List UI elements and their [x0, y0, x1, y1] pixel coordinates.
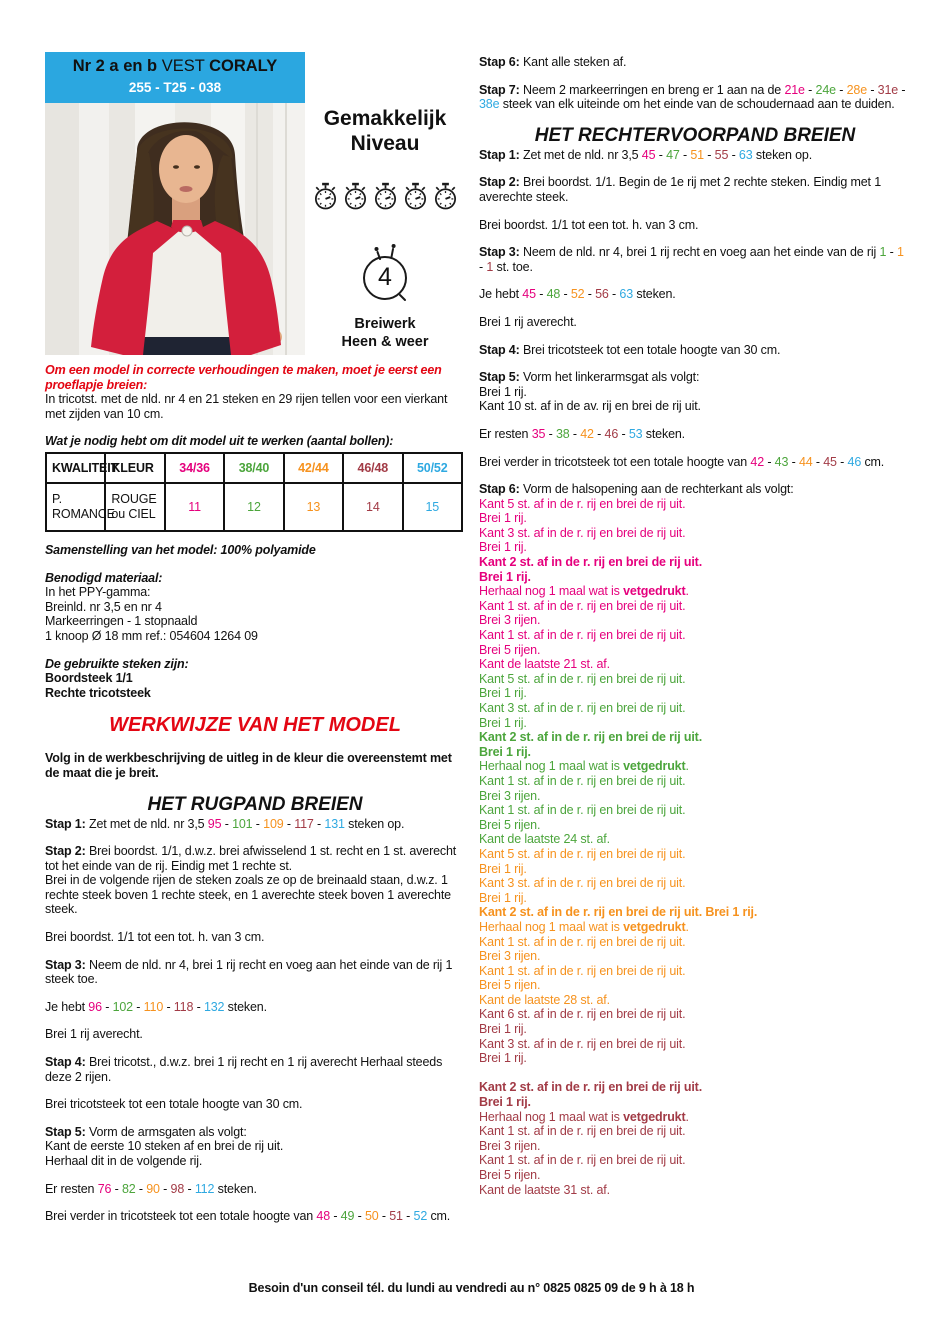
neck-line-38-40: Brei 1 rij. — [479, 744, 531, 759]
neck-line-42-44: Kant 3 st. af in de r. rij en brei de rij uit. — [479, 876, 686, 891]
left-column — [45, 52, 465, 1237]
neck-line-46-48: Brei 5 rijen. — [479, 1168, 541, 1182]
neck-line-42-44: Kant 2 st. af in de r. rij en brei de rij uit. Brei 1 rij. — [479, 905, 758, 920]
table-cell: 14 — [343, 483, 402, 531]
neck-line-46-48: Kant 1 st. af in de r. rij en brei de rij uit. — [479, 1153, 686, 1168]
neck-line-46-48: Brei 3 rijen. — [479, 1138, 541, 1153]
neck-line-42-44: Brei 5 rijen. — [479, 978, 541, 993]
back-title: HET RUGPAND BREIEN — [147, 793, 363, 815]
pattern-title-row — [45, 52, 305, 74]
table-col-46-48: 46/48 — [343, 453, 402, 483]
back-final-height: Brei verder in tricotsteek tot een totale hoogte van 48 - 49 - 50 - 51 - 52 cm. — [45, 1209, 451, 1224]
back-step-3: Stap 3: Neem de nld. nr 4, brei 1 rij recht en voeg aan het einde van de rij 1 steek toe. — [45, 957, 453, 987]
rf-step-2: Stap 2: Brei boordst. 1/1. Begin de 1e rij met 2 rechte steken. Eindig met 1 averechte steek. — [479, 175, 882, 204]
button — [182, 226, 192, 236]
rf-step-6: Stap 6: Vorm de halsopening aan de rechterkant als volgt: — [479, 482, 794, 497]
stitches-used: De gebruikte steken zijn: Boordsteek 1/1 Rechte tricotsteek — [45, 656, 189, 700]
stopwatch-icon — [342, 182, 369, 211]
jeans — [135, 337, 239, 355]
neck-line-42-44: Herhaal nog 1 maal wat is vetgedrukt. — [479, 919, 689, 934]
neck-line-42-44: Brei 1 rij. — [479, 861, 527, 876]
neck-line-42-44: Kant 1 st. af in de r. rij en brei de rij uit. — [479, 934, 686, 949]
neck-line-38-40: Herhaal nog 1 maal wat is vetgedrukt. — [479, 759, 689, 774]
neck-line-46-48: Kant 2 st. af in de r. rij en brei de rij uit. — [479, 1080, 703, 1095]
neck-line-34-36: Brei 1 rij. — [479, 511, 527, 526]
neck-line-42-44: Kant 1 st. af in de r. rij en brei de rij uit. — [479, 963, 686, 978]
neck-line-42-44: Kant 5 st. af in de r. rij en brei de rij uit. — [479, 846, 686, 861]
supplies-title: Wat je nodig hebt om dit model uit te werken (aantal bollen): — [45, 434, 394, 449]
neck-line-34-36: Kant de laatste 21 st. af. — [479, 657, 610, 672]
level-label: Gemakkelijk Niveau — [323, 107, 447, 155]
neck-line-38-40: Kant de laatste 24 st. af. — [479, 832, 610, 847]
neck-line-46-48: Kant de laatste 31 st. af. — [479, 1182, 610, 1197]
back-purl-row: Brei 1 rij averecht. — [45, 1027, 143, 1042]
model-photo — [45, 103, 305, 355]
header — [45, 52, 465, 355]
neck-line-42-44: Brei 3 rijen. — [479, 949, 541, 964]
rf-step-3: Stap 3: Neem de nld. nr 4, brei 1 rij recht en voeg aan het einde van de rij 1 - 1 - 1 st. toe. — [479, 245, 904, 274]
stopwatch-icon — [372, 182, 399, 211]
rf-remaining: Er resten 35 - 38 - 42 - 46 - 53 steken. — [479, 426, 685, 441]
work-type-label: Breiwerk Heen & weer — [341, 316, 429, 350]
rf-step-1: Stap 1: Zet met de nld. nr 3,5 45 - 47 - 51 - 55 - 63 steken op. — [479, 147, 813, 162]
stopwatch-icon — [432, 182, 459, 211]
neck-line-38-40: Brei 3 rijen. — [479, 788, 541, 803]
back-step-2: Stap 2: Brei boordst. 1/1, d.w.z. brei afwisselend 1 st. recht en 1 st. averecht tot het einde van de rij. Eindig met 1 rechte st. Brei in de volgende rijen de steken zoals ze op de breinaald staan, d.w.z. 1 rechte steek boven 1 rechte steek, en 1 averechte steek boven 1 averechte steek. — [45, 844, 457, 917]
neck-line-34-36: Herhaal nog 1 maal wat is vetgedrukt. — [479, 584, 689, 599]
title-banner — [45, 52, 305, 103]
neck-line-42-44: Brei 1 rij. — [479, 890, 527, 905]
rf-height: Brei verder in tricotsteek tot een totale hoogte van 42 - 43 - 44 - 45 - 46 cm. — [479, 454, 885, 469]
rf-rib-height: Brei boordst. 1/1 tot een tot. h. van 3 cm. — [479, 217, 699, 232]
neck-line-38-40: Kant 3 st. af in de r. rij en brei de rij uit. — [479, 701, 686, 715]
composition: Samenstelling van het model: 100% polyamide — [45, 542, 316, 557]
neck-line-34-36: Brei 1 rij. — [479, 540, 527, 555]
neck-line-38-40: Kant 2 st. af in de r. rij en brei de rij uit. — [479, 730, 703, 745]
materials: Benodigd materiaal: In het PPY-gamma: Breinld. nr 3,5 en nr 4 Markeerringen - 1 stopnaald 1 knoop Ø 18 mm ref.: 054604 1264 09 — [45, 570, 258, 643]
neck-line-38-40: Kant 1 st. af in de r. rij en brei de rij uit. — [479, 773, 686, 788]
neck-line-46-48: Kant 1 st. af in de r. rij en brei de rij uit. — [479, 1124, 686, 1139]
neck-line-34-36: Kant 2 st. af in de r. rij en brei de rij uit. — [479, 555, 703, 570]
neck-line-46-48: Kant 3 st. af in de r. rij en brei de rij uit. — [479, 1036, 686, 1051]
neck-line-46-48: Kant 6 st. af in de r. rij en brei de rij uit. — [479, 1007, 686, 1022]
back-stitch-count: Je hebt 96 - 102 - 110 - 118 - 132 steken. — [45, 999, 267, 1014]
neck-line-42-44: Kant de laatste 28 st. af. — [479, 992, 610, 1007]
needle-size-icon — [357, 241, 413, 305]
needle-size-number: 4 — [378, 263, 392, 291]
rf-step-4: Stap 4: Brei tricotsteek tot een totale hoogte van 30 cm. — [479, 342, 781, 357]
right-column — [479, 55, 911, 1197]
neck-line-46-48: Brei 1 rij. — [479, 1095, 531, 1110]
neck-line-38-40: Brei 5 rijen. — [479, 817, 541, 832]
back-rib-height: Brei boordst. 1/1 tot een tot. h. van 3 cm. — [45, 930, 265, 945]
right-front-title: HET RECHTERVOORPAND BREIEN — [534, 124, 856, 146]
neck-line-34-36: Kant 1 st. af in de r. rij en brei de rij uit. — [479, 598, 686, 613]
table-row — [46, 483, 462, 531]
model-photo-block — [45, 52, 305, 355]
table-cell: ROUGE ou CIEL — [105, 483, 164, 531]
neck-line-38-40: Brei 1 rij. — [479, 686, 527, 701]
neck-line-34-36: Brei 3 rijen. — [479, 613, 541, 628]
neck-line-34-36: Kant 3 st. af in de r. rij en brei de rij uit. — [479, 525, 686, 540]
pattern-code: 255 - T25 - 038 — [128, 79, 222, 95]
back-step-7: Stap 7: Neem 2 markeerringen en breng er 1 aan na de 21e - 24e - 28e - 31e - 38e steek van elk uiteinde om het einde van de schoudernaad aan te duiden. — [479, 82, 906, 112]
neck-line-38-40: Kant 5 st. af in de r. rij en brei de rij uit. — [479, 671, 686, 686]
neck-line-46-48: Herhaal nog 1 maal wat is vetgedrukt. — [479, 1109, 689, 1124]
table-col-38-40: 38/40 — [224, 453, 283, 483]
level-block — [305, 52, 465, 355]
difficulty-clocks — [305, 182, 465, 211]
table-cell: 13 — [284, 483, 343, 531]
neck-line-34-36: Brei 1 rij. — [479, 569, 531, 584]
table-cell: 12 — [224, 483, 283, 531]
back-step-6: Stap 6: Kant alle steken af. — [479, 55, 627, 69]
back-step-4: Stap 4: Brei tricotst., d.w.z. brei 1 rij recht en 1 rij averecht Herhaal steeds deze 2 rijen. — [45, 1055, 443, 1084]
table-cell: 11 — [165, 483, 224, 531]
neck-line-38-40: Brei 1 rij. — [479, 715, 527, 730]
neck-line-34-36: Kant 1 st. af in de r. rij en brei de rij uit. — [479, 628, 686, 643]
table-cell: 15 — [403, 483, 462, 531]
neck-line-34-36: Brei 5 rijen. — [479, 642, 541, 657]
table-col-kleur: KLEUR — [105, 453, 164, 483]
rf-stitch-count: Je hebt 45 - 48 - 52 - 56 - 63 steken. — [479, 287, 676, 302]
table-col-42-44: 42/44 — [284, 453, 343, 483]
back-height-30: Brei tricotsteek tot een totale hoogte van 30 cm. — [45, 1097, 303, 1112]
pattern-title: Nr 2 a en b VEST CORALY — [72, 57, 278, 75]
table-col-50-52: 50/52 — [403, 453, 462, 483]
method-title: WERKWIJZE VAN HET MODEL — [109, 714, 401, 737]
back-step-5: Stap 5: Vorm de armsgaten als volgt: Kant de eerste 10 steken af en brei de rij uit. Herhaal dit in de volgende rij. — [45, 1124, 284, 1168]
supplies-table-header — [46, 453, 462, 483]
rf-purl-row: Brei 1 rij averecht. — [479, 314, 577, 329]
supplies-table — [45, 452, 463, 532]
neck-line-34-36: Kant 5 st. af in de r. rij en brei de rij uit. — [479, 496, 686, 511]
table-cell: P. ROMANCE — [46, 483, 105, 531]
left-instructions — [45, 543, 465, 1224]
rf-step-5: Stap 5: Vorm het linkerarmsgat als volgt: Brei 1 rij. Kant 10 st. af in de av. rij en brei de rij uit. — [479, 370, 701, 414]
neck-line-46-48: Brei 1 rij. — [479, 1051, 527, 1066]
back-remaining: Er resten 76 - 82 - 90 - 98 - 112 steken. — [45, 1181, 257, 1196]
neck-line-38-40: Kant 1 st. af in de r. rij en brei de rij uit. — [479, 803, 686, 818]
table-col-34-36: 34/36 — [165, 453, 224, 483]
table-col-kwaliteit: KWALITEIT — [46, 453, 105, 483]
intro-section — [45, 363, 465, 449]
gauge-note: Om een model in correcte verhoudingen te maken, moet je eerst een proeflapje breien: In tricotst. met de nld. nr 4 en 21 steken en 29 rijen tellen voor een vierkant met zijden van 10 cm. — [45, 363, 448, 421]
stopwatch-icon — [312, 182, 339, 211]
footer-help-line: Besoin d'un conseil tél. du lundi au vendredi au n° 0825 0825 09 de 9 h à 18 h — [248, 1281, 695, 1295]
stopwatch-icon — [402, 182, 429, 211]
neck-line-46-48: Brei 1 rij. — [479, 1022, 527, 1037]
neck-line-blank — [479, 1066, 911, 1081]
back-step-1: Stap 1: Zet met de nld. nr 3,5 95 - 101 - 109 - 117 - 131 steken op. — [45, 816, 405, 831]
color-note: Volg in de werkbeschrijving de uitleg in de kleur die overeenstemt met de maat die je breit. — [45, 751, 452, 780]
